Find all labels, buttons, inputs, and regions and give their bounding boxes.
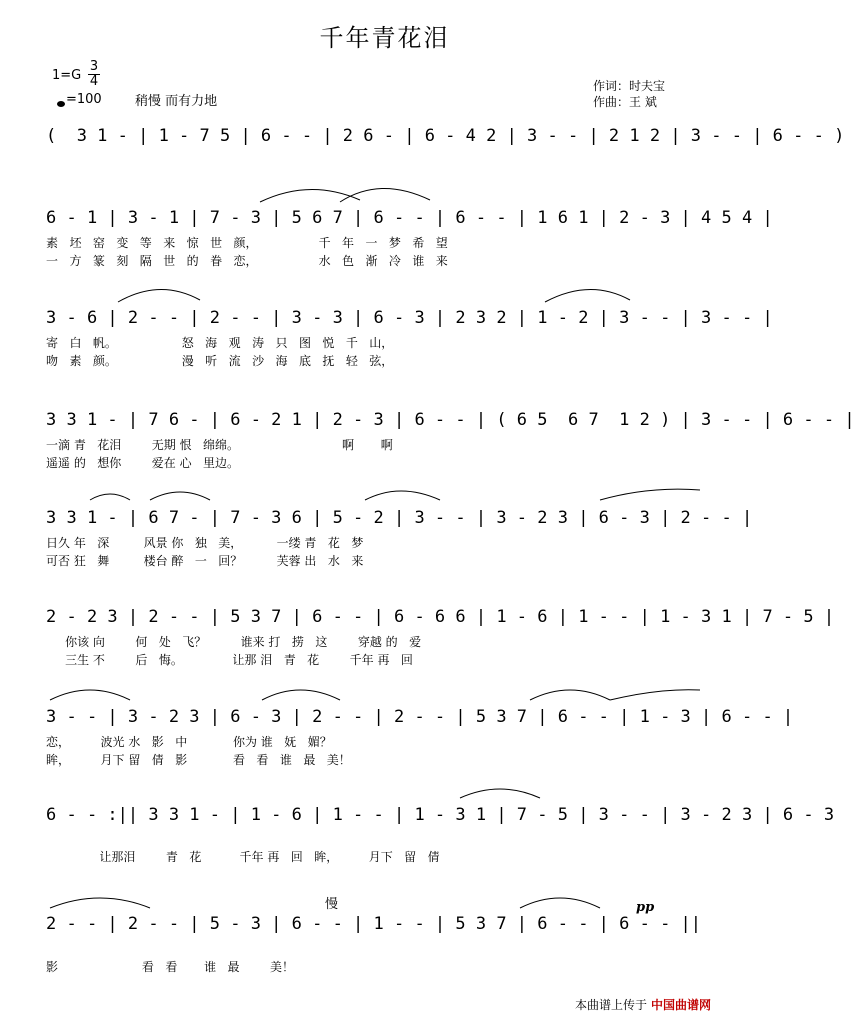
slur (50, 898, 150, 908)
lyric-verse-1: 日久 年 深 风景 你 独 美， 一缕 青 花 梦 (46, 536, 364, 550)
notation-line: 2 - 2 3 | 2 - - | 5 3 7 | 6 - - | 6 - 6 6 | 1 - 6 | 1 - - | 1 - 3 1 | 7 - 5 | (46, 607, 835, 627)
slur (260, 189, 360, 202)
slur (90, 494, 130, 500)
notation-line: 3 3 1 - | 7 6 - | 6 - 2 1 | 2 - 3 | 6 - - | ( 6 5 6 7 1 2 ) | 3 - - | 6 - - | (46, 410, 855, 430)
lyric-verse-1: 一滴 青 花泪 无期 恨 绵绵。 啊 啊 (46, 438, 393, 452)
slur (545, 289, 630, 302)
slur (365, 491, 440, 500)
tempo-change-mark: 慢 (325, 897, 339, 912)
lyric-verse-2: 可否 狂 舞 楼台 醉 一 回？ 芙蓉 出 水 来 (46, 554, 364, 568)
lyric-verse-2: 吻 素 颜。 漫 听 流 沙 海 底 抚 轻 弦， (46, 354, 394, 368)
slur (460, 789, 540, 798)
lyric-verse-2: 一 方 篆 刻 隔 世 的 眷 恋， 水 色 渐 冷 谁 来 (46, 254, 448, 268)
lyric-verse-2: 三生 不 后 悔。 让那 泪 青 花 千年 再 回 (46, 653, 413, 667)
slur (600, 489, 700, 500)
time-sig-bottom: 4 (89, 74, 99, 89)
site-logo: 中国曲谱网 (651, 998, 712, 1012)
slur (150, 492, 210, 500)
expression-mark: 稍慢 而有力地 (135, 94, 218, 109)
notation-line: 3 - 6 | 2 - - | 2 - - | 3 - 3 | 6 - 3 | 2 3 2 | 1 - 2 | 3 - - | 3 - - | (46, 308, 773, 328)
tempo-value: =100 (66, 92, 102, 107)
slur (50, 690, 130, 700)
composer: 作曲：王 斌 (593, 95, 657, 109)
lyricist: 作词：时夫宝 (593, 79, 666, 93)
time-sig-top: 3 (89, 59, 99, 74)
notation-line: 3 - - | 3 - 2 3 | 6 - 3 | 2 - - | 2 - - | 5 3 7 | 6 - - | 1 - 3 | 6 - - | (46, 707, 794, 727)
slur (118, 289, 200, 302)
notation-line: 2 - - | 2 - - | 5 - 3 | 6 - - | 1 - - | 5 3 7 | 6 - - | 6 - - || (46, 914, 702, 934)
lyric-verse-1: 影 看 看 谁 最 美！ (46, 960, 295, 974)
key-signature: 1=G (52, 68, 82, 83)
lyric-verse-1: 恋， 波光 水 影 中 你为 谁 妩 媚？ (46, 735, 332, 749)
lyric-verse-1: 寄 白 帆。 怒 海 观 涛 只 图 悦 千 山， (46, 336, 394, 350)
slur (610, 690, 700, 700)
lyric-verse-1: 素 坯 窑 变 等 来 惊 世 颜， 千 年 一 梦 希 望 (46, 236, 448, 250)
dynamic-pp: pp (636, 900, 655, 915)
lyric-verse-2: 遥遥 的 想你 爱在 心 里边。 (46, 456, 240, 470)
notation-line: 6 - 1 | 3 - 1 | 7 - 3 | 5 6 7 | 6 - - | 6 - - | 1 6 1 | 2 - 3 | 4 5 4 | (46, 208, 773, 228)
notation-line: 6 - - :|| 3 3 1 - | 1 - 6 | 1 - - | 1 - 3 1 | 7 - 5 | 3 - - | 3 - 2 3 | 6 - 3 (46, 805, 835, 825)
slur-group (50, 188, 700, 908)
lyric-verse-1: 让那泪 青 花 千年 再 回 眸， 月下 留 倩 (46, 850, 440, 864)
footer-text: 本曲谱上传于 (575, 998, 648, 1012)
slur (520, 898, 600, 908)
lyric-verse-2: 眸， 月下 留 倩 影 看 看 谁 最 美！ (46, 753, 351, 767)
slur (340, 188, 430, 202)
slur (262, 690, 340, 700)
notation-line: ( 3 1 - | 1 - 7 5 | 6 - - | 2 6 - | 6 - 4 2 | 3 - - | 2 1 2 | 3 - - | 6 - - ) (46, 126, 845, 146)
song-title: 千年青花泪 (319, 24, 450, 52)
notation-line: 3 3 1 - | 6 7 - | 7 - 3 6 | 5 - 2 | 3 - - | 3 - 2 3 | 6 - 3 | 2 - - | (46, 508, 753, 528)
slur (530, 690, 610, 700)
lyric-verse-1: 你该 向 何 处 飞？ 谁来 打 捞 这 穿越 的 爱 (46, 635, 422, 649)
footer-credit (575, 996, 711, 1013)
